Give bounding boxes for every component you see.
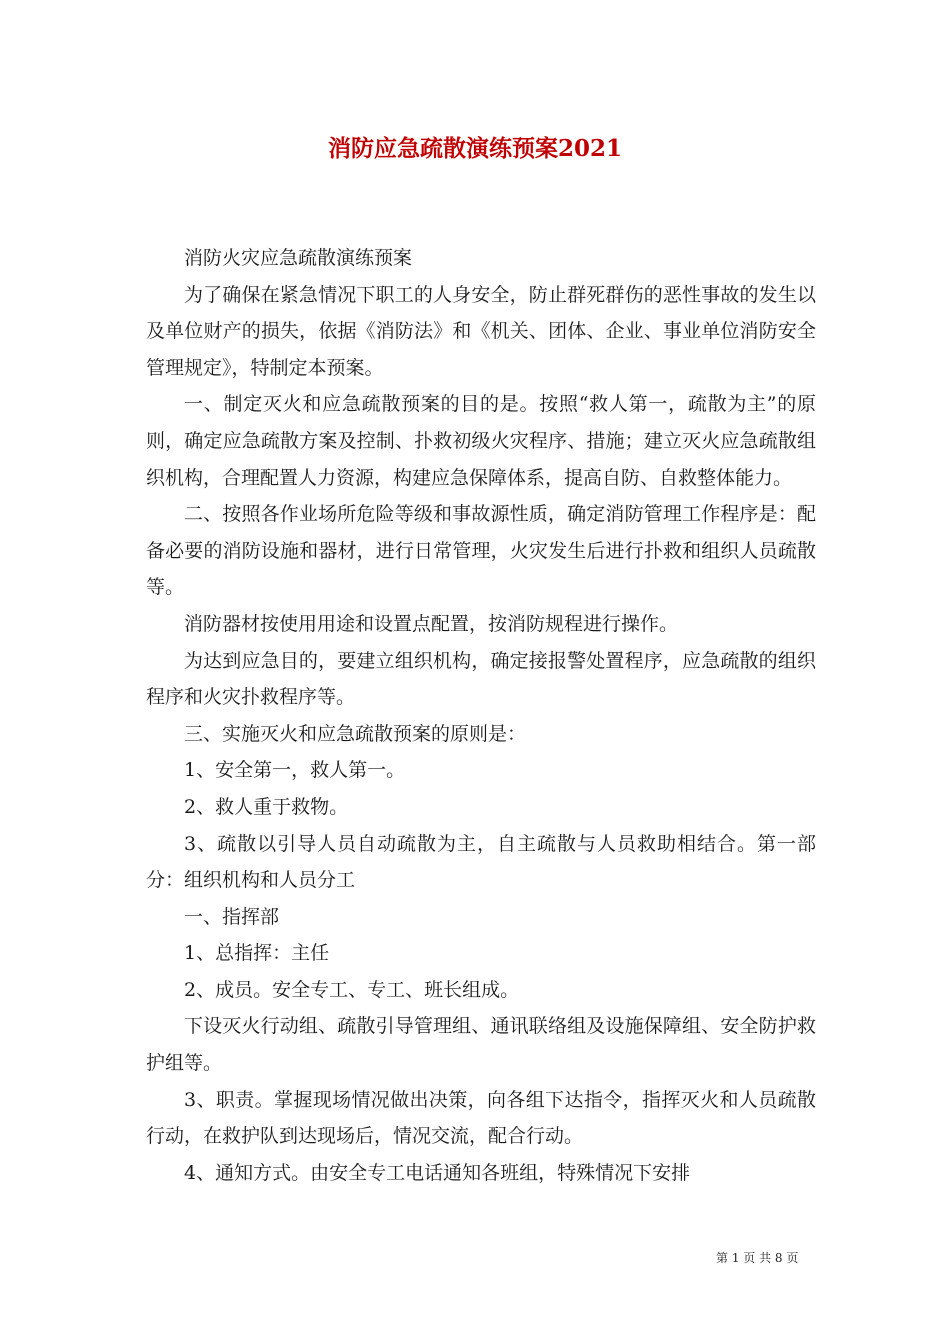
document-body — [146, 240, 816, 1191]
paragraph: 二、按照各作业场所危险等级和事故源性质，确定消防管理工作程序是：配备必要的消防设施和器材，进行日常管理，火灾发生后进行扑救和组织人员疏散等。 — [146, 503, 816, 599]
paragraph: 2、成员。安全专工、专工、班长组成。 — [184, 978, 520, 1001]
paragraph: 消防火灾应急疏散演练预案 — [184, 247, 413, 269]
paragraph: 为了确保在紧急情况下职工的人身安全，防止群死群伤的恶性事故的发生以及单位财产的损失，依据《消防法》和《机关、团体、企业、事业单位消防安全管理规定》，特制定本预案。 — [146, 283, 816, 379]
paragraph: 一、指挥部 — [184, 905, 280, 928]
paragraph: 4、通知方式。由安全专工电话通知各班组，特殊情况下安排 — [184, 1161, 691, 1184]
paragraph: 下设灭火行动组、疏散引导管理组、通讯联络组及设施保障组、安全防护救护组等。 — [146, 1015, 816, 1075]
paragraph: 为达到应急目的，要建立组织机构，确定接报警处置程序，应急疏散的组织程序和火灾扑救程序等。 — [146, 649, 816, 709]
paragraph: 1、总指挥：主任 — [184, 942, 330, 965]
paragraph: 1、安全第一，救人第一。 — [184, 759, 406, 782]
paragraph: 3、疏散以引导人员自动疏散为主，自主疏散与人员救助相结合。第一部分：组织机构和人员分工 — [146, 832, 816, 892]
paragraph: 2、救人重于救物。 — [184, 795, 349, 818]
page-number: 第 1 页 共 8 页 — [716, 1251, 799, 1265]
paragraph: 消防器材按使用用途和设置点配置，按消防规程进行操作。 — [184, 612, 679, 635]
paragraph: 三、实施灭火和应急疏散预案的原则是： — [184, 722, 527, 745]
paragraph: 一、制定灭火和应急疏散预案的目的是。按照“救人第一，疏散为主”的原则，确定应急疏散方案及控制、扑救初级火灾程序、措施；建立灭火应急疏散组织机构，合理配置人力资源，构建应急保障体系，提高自防、自救整体能力。 — [146, 393, 816, 489]
paragraph: 3、职责。掌握现场情况做出决策，向各组下达指令，指挥灭火和人员疏散行动，在救护队到达现场后，情况交流，配合行动。 — [146, 1088, 816, 1148]
document-title: 消防应急疏散演练预案2021 — [327, 135, 622, 162]
